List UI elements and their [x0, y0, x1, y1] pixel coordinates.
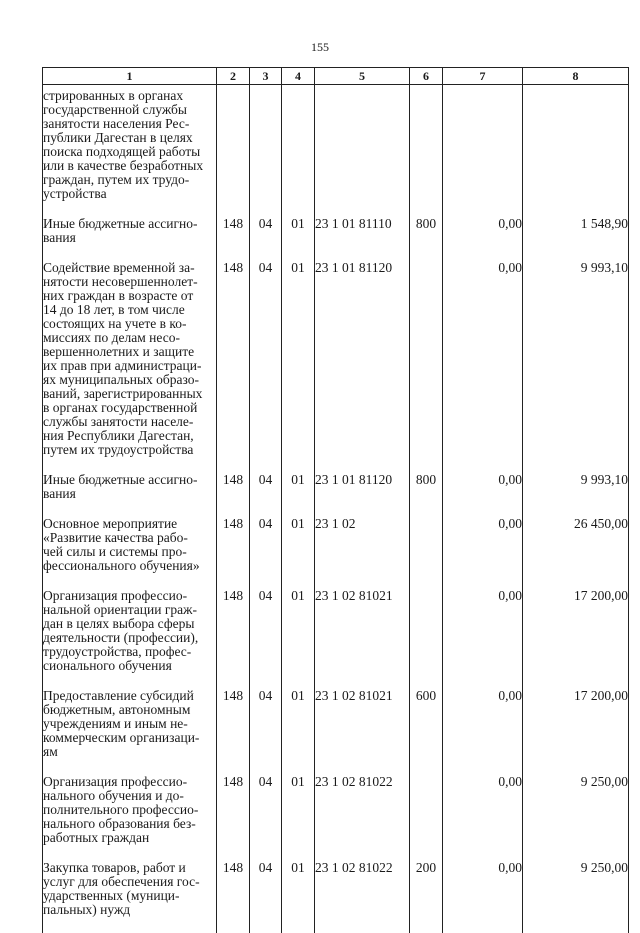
- description-line: ударственных (муници-: [43, 889, 216, 903]
- description-line: полнительного профессио-: [43, 803, 216, 817]
- column-header: 1: [43, 68, 217, 85]
- cell-admin: 148: [217, 673, 250, 759]
- description-line: публики Дагестан в целях: [43, 131, 216, 145]
- description-line: 14 до 18 лет, в том числе: [43, 303, 216, 317]
- description-line: деятельности (профессии),: [43, 631, 216, 645]
- filler-cell: [410, 917, 443, 933]
- description-line: вания: [43, 487, 216, 501]
- header-row: [43, 68, 629, 85]
- description-line: вершеннолетних и защите: [43, 345, 216, 359]
- column-header: 4: [282, 68, 315, 85]
- description-line: поиска подходящей работы: [43, 145, 216, 159]
- description-line: их прав при администраци-: [43, 359, 216, 373]
- column-header: 2: [217, 68, 250, 85]
- cell-subsection: 01: [282, 457, 315, 501]
- cell-section: 04: [250, 501, 282, 573]
- cell-target-code: 23 1 02: [315, 501, 410, 573]
- budget-table: [42, 67, 629, 933]
- cell-expense-type: 800: [410, 201, 443, 245]
- cell-target-code: 23 1 02 81021: [315, 673, 410, 759]
- description-line: услуг для обеспечения гос-: [43, 875, 216, 889]
- description-line: чей силы и системы про-: [43, 545, 216, 559]
- description-line: ния Республики Дагестан,: [43, 429, 216, 443]
- cell-target-code: 23 1 02 81022: [315, 759, 410, 845]
- cell-amount-col8: [523, 85, 629, 202]
- cell-description: [43, 457, 217, 501]
- cell-admin: 148: [217, 573, 250, 673]
- cell-target-code: 23 1 01 81120: [315, 457, 410, 501]
- description-line: Организация профессио-: [43, 775, 216, 789]
- description-line: миссиях по делам несо-: [43, 331, 216, 345]
- filler-cell: [250, 917, 282, 933]
- description-line: занятости населения Рес-: [43, 117, 216, 131]
- cell-subsection: 01: [282, 573, 315, 673]
- table-row: [43, 759, 629, 845]
- cell-amount-col8: 26 450,00: [523, 501, 629, 573]
- cell-amount-col7: 0,00: [443, 501, 523, 573]
- cell-target-code: 23 1 01 81110: [315, 201, 410, 245]
- table-row: [43, 245, 629, 457]
- cell-amount-col7: 0,00: [443, 245, 523, 457]
- filler-cell: [43, 917, 217, 933]
- cell-target-code: [315, 85, 410, 202]
- table-row: [43, 201, 629, 245]
- filler-cell: [282, 917, 315, 933]
- cell-expense-type: 800: [410, 457, 443, 501]
- description-line: в органах государственной: [43, 401, 216, 415]
- cell-section: 04: [250, 457, 282, 501]
- description-line: Закупка товаров, работ и: [43, 861, 216, 875]
- filler-cell: [217, 917, 250, 933]
- cell-expense-type: [410, 573, 443, 673]
- table-row: [43, 501, 629, 573]
- cell-admin: 148: [217, 501, 250, 573]
- cell-target-code: 23 1 01 81120: [315, 245, 410, 457]
- cell-target-code: 23 1 02 81021: [315, 573, 410, 673]
- table-body: [43, 85, 629, 933]
- cell-amount-col7: 0,00: [443, 457, 523, 501]
- description-line: коммерческим организаци-: [43, 731, 216, 745]
- cell-admin: 148: [217, 201, 250, 245]
- description-line: состоящих на учете в ко-: [43, 317, 216, 331]
- cell-amount-col7: 0,00: [443, 573, 523, 673]
- description-line: службы занятости населе-: [43, 415, 216, 429]
- cell-admin: 148: [217, 245, 250, 457]
- table-row: [43, 457, 629, 501]
- cell-description: [43, 573, 217, 673]
- filler-cell: [315, 917, 410, 933]
- cell-section: 04: [250, 201, 282, 245]
- cell-amount-col8: 17 200,00: [523, 573, 629, 673]
- description-line: Основное мероприятие: [43, 517, 216, 531]
- column-header: 3: [250, 68, 282, 85]
- cell-amount-col7: 0,00: [443, 845, 523, 917]
- cell-subsection: 01: [282, 201, 315, 245]
- description-line: ях муниципальных образо-: [43, 373, 216, 387]
- description-line: них граждан в возрасте от: [43, 289, 216, 303]
- cell-subsection: 01: [282, 245, 315, 457]
- cell-expense-type: [410, 759, 443, 845]
- cell-subsection: [282, 85, 315, 202]
- description-line: пальных) нужд: [43, 903, 216, 917]
- cell-description: [43, 501, 217, 573]
- description-line: Иные бюджетные ассигно-: [43, 473, 216, 487]
- cell-amount-col8: 9 250,00: [523, 845, 629, 917]
- description-line: нальной ориентации граж-: [43, 603, 216, 617]
- description-line: нального образования без-: [43, 817, 216, 831]
- description-line: Организация профессио-: [43, 589, 216, 603]
- cell-amount-col8: 9 993,10: [523, 245, 629, 457]
- description-line: нального обучения и до-: [43, 789, 216, 803]
- cell-admin: 148: [217, 845, 250, 917]
- description-line: дан в целях выбора сферы: [43, 617, 216, 631]
- table-row: [43, 573, 629, 673]
- page-number: 155: [0, 40, 640, 55]
- cell-subsection: 01: [282, 501, 315, 573]
- description-line: «Развитие качества рабо-: [43, 531, 216, 545]
- description-line: Содействие временной за-: [43, 261, 216, 275]
- description-line: сионального обучения: [43, 659, 216, 673]
- description-line: стрированных в органах: [43, 89, 216, 103]
- cell-amount-col7: 0,00: [443, 759, 523, 845]
- description-line: Иные бюджетные ассигно-: [43, 217, 216, 231]
- filler-cell: [443, 917, 523, 933]
- description-line: работных граждан: [43, 831, 216, 845]
- cell-expense-type: [410, 245, 443, 457]
- cell-description: [43, 201, 217, 245]
- description-line: граждан, путем их трудо-: [43, 173, 216, 187]
- cell-amount-col8: 1 548,90: [523, 201, 629, 245]
- cell-amount-col7: 0,00: [443, 201, 523, 245]
- description-line: путем их трудоустройства: [43, 443, 216, 457]
- cell-description: [43, 85, 217, 202]
- description-line: бюджетным, автономным: [43, 703, 216, 717]
- cell-admin: 148: [217, 759, 250, 845]
- description-line: трудоустройства, профес-: [43, 645, 216, 659]
- description-line: или в качестве безработных: [43, 159, 216, 173]
- cell-subsection: 01: [282, 845, 315, 917]
- description-line: Предоставление субсидий: [43, 689, 216, 703]
- description-line: ям: [43, 745, 216, 759]
- description-line: учреждениям и иным не-: [43, 717, 216, 731]
- table-row: [43, 85, 629, 202]
- cell-admin: 148: [217, 457, 250, 501]
- cell-amount-col8: 9 250,00: [523, 759, 629, 845]
- table-row: [43, 845, 629, 917]
- cell-section: 04: [250, 673, 282, 759]
- cell-section: [250, 85, 282, 202]
- description-line: государственной службы: [43, 103, 216, 117]
- cell-amount-col8: 9 993,10: [523, 457, 629, 501]
- cell-description: [43, 759, 217, 845]
- column-header: 6: [410, 68, 443, 85]
- table-row: [43, 673, 629, 759]
- cell-expense-type: [410, 85, 443, 202]
- filler-cell: [523, 917, 629, 933]
- cell-description: [43, 673, 217, 759]
- column-header: 8: [523, 68, 629, 85]
- cell-description: [43, 245, 217, 457]
- cell-section: 04: [250, 845, 282, 917]
- cell-section: 04: [250, 245, 282, 457]
- description-line: нятости несовершеннолет-: [43, 275, 216, 289]
- filler-row: [43, 917, 629, 933]
- cell-amount-col7: [443, 85, 523, 202]
- cell-section: 04: [250, 759, 282, 845]
- cell-subsection: 01: [282, 673, 315, 759]
- column-header: 7: [443, 68, 523, 85]
- cell-expense-type: 200: [410, 845, 443, 917]
- cell-description: [43, 845, 217, 917]
- cell-expense-type: [410, 501, 443, 573]
- cell-amount-col7: 0,00: [443, 673, 523, 759]
- description-line: фессионального обучения»: [43, 559, 216, 573]
- cell-subsection: 01: [282, 759, 315, 845]
- cell-section: 04: [250, 573, 282, 673]
- cell-target-code: 23 1 02 81022: [315, 845, 410, 917]
- description-line: вания: [43, 231, 216, 245]
- description-line: ваний, зарегистрированных: [43, 387, 216, 401]
- cell-amount-col8: 17 200,00: [523, 673, 629, 759]
- cell-admin: [217, 85, 250, 202]
- column-header: 5: [315, 68, 410, 85]
- cell-expense-type: 600: [410, 673, 443, 759]
- description-line: устройства: [43, 187, 216, 201]
